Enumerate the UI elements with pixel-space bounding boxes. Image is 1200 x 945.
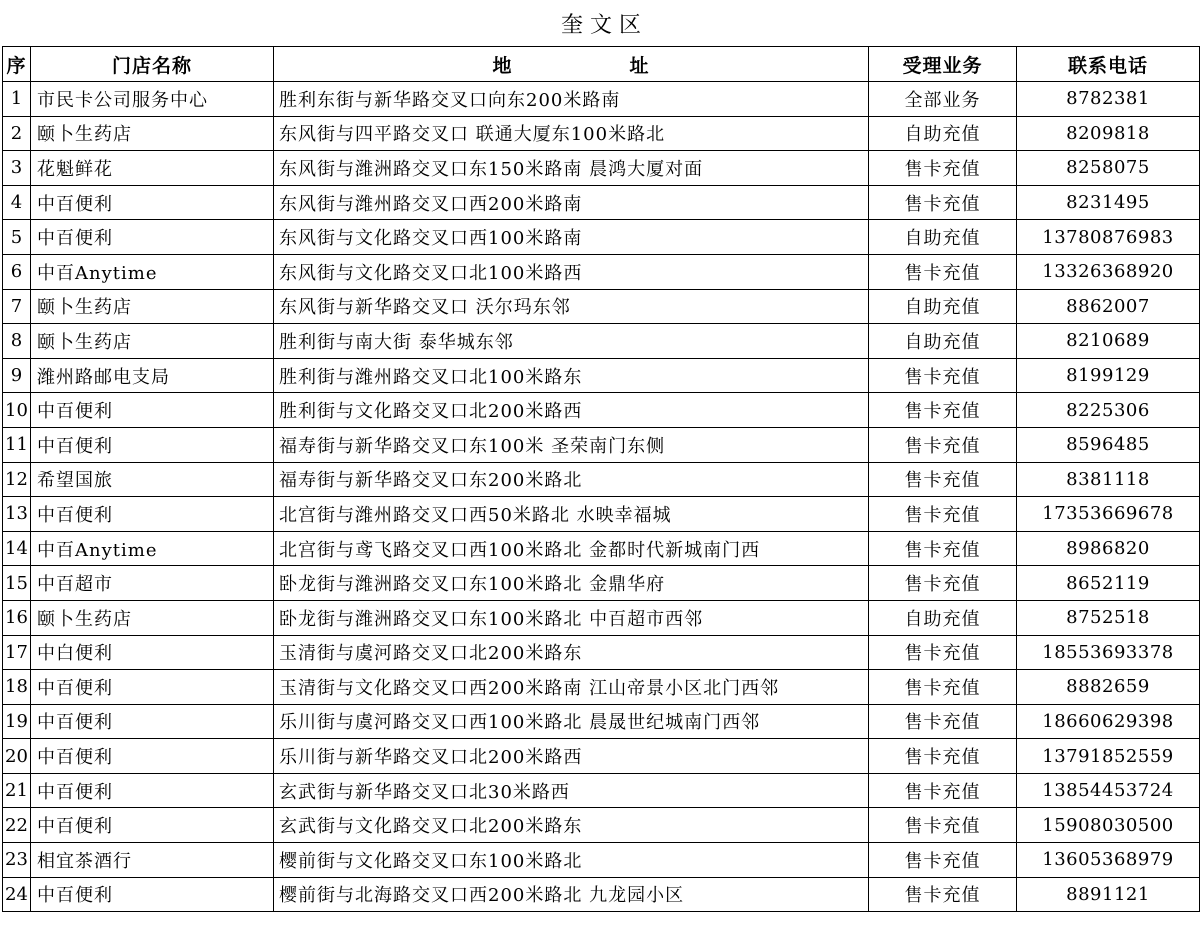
row-seq-cell: 6: [3, 254, 31, 289]
row-business-cell: 自助充值: [869, 324, 1017, 359]
row-address-cell: 北宫街与鸢飞路交叉口西100米路北 金都时代新城南门西: [274, 531, 869, 566]
row-address-cell: 东风街与新华路交叉口 沃尔玛东邻: [274, 289, 869, 324]
header-address-right: 址: [629, 54, 650, 77]
row-store-name-cell: 中百便利: [31, 497, 274, 532]
row-store-name-cell: 中百便利: [31, 808, 274, 843]
row-address-cell: 东风街与潍洲路交叉口东150米路南 晨鸿大厦对面: [274, 151, 869, 186]
row-business-cell: 自助充值: [869, 220, 1017, 255]
row-business-cell: 售卡充值: [869, 497, 1017, 532]
row-address-cell: 乐川街与新华路交叉口北200米路西: [274, 739, 869, 774]
row-store-name-cell: 潍州路邮电支局: [31, 358, 274, 393]
table-row: [3, 82, 1200, 117]
row-phone-cell: 8596485: [1017, 427, 1200, 462]
row-phone-cell: 8381118: [1017, 462, 1200, 497]
table-row: [3, 635, 1200, 670]
row-business-cell: 售卡充值: [869, 566, 1017, 601]
district-title-row: [0, 0, 1200, 46]
table-row: [3, 220, 1200, 255]
row-phone-cell: 17353669678: [1017, 497, 1200, 532]
row-business-cell: 售卡充值: [869, 393, 1017, 428]
table-row: [3, 393, 1200, 428]
header-row: [3, 47, 1200, 82]
row-store-name-cell: 颐卜生药店: [31, 116, 274, 151]
row-phone-cell: 8862007: [1017, 289, 1200, 324]
row-business-cell: 售卡充值: [869, 462, 1017, 497]
row-business-cell: 全部业务: [869, 82, 1017, 117]
row-phone-cell: 8652119: [1017, 566, 1200, 601]
row-business-cell: 售卡充值: [869, 808, 1017, 843]
row-address-cell: 福寿街与新华路交叉口东100米 圣荣南门东侧: [274, 427, 869, 462]
row-store-name-cell: 中百便利: [31, 877, 274, 912]
header-store-name: 门店名称: [31, 47, 274, 82]
row-store-name-cell: 花魁鲜花: [31, 151, 274, 186]
row-phone-cell: 8231495: [1017, 185, 1200, 220]
table-row: [3, 877, 1200, 912]
table-row: [3, 600, 1200, 635]
row-seq-cell: 24: [3, 877, 31, 912]
header-address-left: 地: [492, 54, 513, 77]
table-row: [3, 531, 1200, 566]
row-address-cell: 乐川街与虞河路交叉口西100米路北 晨晟世纪城南门西邻: [274, 704, 869, 739]
row-phone-cell: 13780876983: [1017, 220, 1200, 255]
row-business-cell: 自助充值: [869, 289, 1017, 324]
header-phone: 联系电话: [1017, 47, 1200, 82]
row-business-cell: 售卡充值: [869, 773, 1017, 808]
row-address-cell: 玄武街与新华路交叉口北30米路西: [274, 773, 869, 808]
row-address-cell: 樱前街与北海路交叉口西200米路北 九龙园小区: [274, 877, 869, 912]
row-address-cell: 北宫街与潍州路交叉口西50米路北 水映幸福城: [274, 497, 869, 532]
row-seq-cell: 16: [3, 600, 31, 635]
row-phone-cell: 8752518: [1017, 600, 1200, 635]
row-phone-cell: 13605368979: [1017, 843, 1200, 878]
row-seq-cell: 7: [3, 289, 31, 324]
row-business-cell: 售卡充值: [869, 151, 1017, 186]
row-seq-cell: 14: [3, 531, 31, 566]
table-row: [3, 254, 1200, 289]
row-seq-cell: 11: [3, 427, 31, 462]
row-seq-cell: 10: [3, 393, 31, 428]
row-address-cell: 玄武街与文化路交叉口北200米路东: [274, 808, 869, 843]
row-seq-cell: 21: [3, 773, 31, 808]
row-business-cell: 自助充值: [869, 600, 1017, 635]
row-address-cell: 卧龙街与潍洲路交叉口东100米路北 中百超市西邻: [274, 600, 869, 635]
row-seq-cell: 13: [3, 497, 31, 532]
row-business-cell: 售卡充值: [869, 635, 1017, 670]
row-seq-cell: 12: [3, 462, 31, 497]
row-phone-cell: 8258075: [1017, 151, 1200, 186]
row-address-cell: 胜利街与文化路交叉口北200米路西: [274, 393, 869, 428]
row-phone-cell: 8986820: [1017, 531, 1200, 566]
row-seq-cell: 4: [3, 185, 31, 220]
row-store-name-cell: 中百Anytime: [31, 531, 274, 566]
district-title: 奎 文 区: [561, 12, 641, 38]
row-address-cell: 胜利街与南大街 泰华城东邻: [274, 324, 869, 359]
row-seq-cell: 18: [3, 670, 31, 705]
row-address-cell: 福寿街与新华路交叉口东200米路北: [274, 462, 869, 497]
row-seq-cell: 1: [3, 82, 31, 117]
row-address-cell: 玉清街与文化路交叉口西200米路南 江山帝景小区北门西邻: [274, 670, 869, 705]
row-store-name-cell: 颐卜生药店: [31, 324, 274, 359]
row-phone-cell: 13791852559: [1017, 739, 1200, 774]
row-seq-cell: 9: [3, 358, 31, 393]
row-store-name-cell: 中百便利: [31, 393, 274, 428]
row-address-cell: 玉清街与虞河路交叉口北200米路东: [274, 635, 869, 670]
table-row: [3, 427, 1200, 462]
row-store-name-cell: 中百便利: [31, 704, 274, 739]
header-business: 受理业务: [869, 47, 1017, 82]
row-address-cell: 胜利东街与新华路交叉口向东200米路南: [274, 82, 869, 117]
table-row: [3, 289, 1200, 324]
row-address-cell: 东风街与文化路交叉口北100米路西: [274, 254, 869, 289]
row-phone-cell: 18553693378: [1017, 635, 1200, 670]
table-row: [3, 704, 1200, 739]
row-store-name-cell: 中百便利: [31, 739, 274, 774]
row-phone-cell: 8209818: [1017, 116, 1200, 151]
row-store-name-cell: 颐卜生药店: [31, 289, 274, 324]
row-store-name-cell: 市民卡公司服务中心: [31, 82, 274, 117]
row-seq-cell: 23: [3, 843, 31, 878]
table-row: [3, 497, 1200, 532]
row-business-cell: 售卡充值: [869, 254, 1017, 289]
row-store-name-cell: 中百便利: [31, 773, 274, 808]
row-seq-cell: 3: [3, 151, 31, 186]
row-phone-cell: 8210689: [1017, 324, 1200, 359]
table-row: [3, 808, 1200, 843]
table-row: [3, 566, 1200, 601]
row-address-cell: 东风街与潍州路交叉口西200米路南: [274, 185, 869, 220]
header-seq: 序: [3, 47, 31, 82]
row-business-cell: 售卡充值: [869, 427, 1017, 462]
row-store-name-cell: 希望国旅: [31, 462, 274, 497]
row-store-name-cell: 中百便利: [31, 670, 274, 705]
row-seq-cell: 5: [3, 220, 31, 255]
row-business-cell: 售卡充值: [869, 704, 1017, 739]
row-phone-cell: 15908030500: [1017, 808, 1200, 843]
row-address-cell: 胜利街与潍州路交叉口北100米路东: [274, 358, 869, 393]
store-table: [2, 46, 1200, 912]
row-address-cell: 樱前街与文化路交叉口东100米路北: [274, 843, 869, 878]
row-seq-cell: 17: [3, 635, 31, 670]
row-business-cell: 售卡充值: [869, 670, 1017, 705]
row-seq-cell: 2: [3, 116, 31, 151]
table-row: [3, 151, 1200, 186]
row-phone-cell: 8891121: [1017, 877, 1200, 912]
row-store-name-cell: 中百便利: [31, 185, 274, 220]
table-row: [3, 462, 1200, 497]
row-phone-cell: 8882659: [1017, 670, 1200, 705]
row-address-cell: 东风街与文化路交叉口西100米路南: [274, 220, 869, 255]
row-seq-cell: 15: [3, 566, 31, 601]
row-address-cell: 东风街与四平路交叉口 联通大厦东100米路北: [274, 116, 869, 151]
table-row: [3, 358, 1200, 393]
row-business-cell: 售卡充值: [869, 531, 1017, 566]
table-row: [3, 739, 1200, 774]
row-store-name-cell: 中百便利: [31, 427, 274, 462]
row-seq-cell: 8: [3, 324, 31, 359]
row-store-name-cell: 颐卜生药店: [31, 600, 274, 635]
row-store-name-cell: 中百Anytime: [31, 254, 274, 289]
table-row: [3, 116, 1200, 151]
row-phone-cell: 13854453724: [1017, 773, 1200, 808]
row-store-name-cell: 中百超市: [31, 566, 274, 601]
header-address: [274, 47, 869, 82]
row-business-cell: 售卡充值: [869, 739, 1017, 774]
table-row: [3, 670, 1200, 705]
row-address-cell: 卧龙街与潍洲路交叉口东100米路北 金鼎华府: [274, 566, 869, 601]
row-store-name-cell: 中百便利: [31, 220, 274, 255]
row-business-cell: 售卡充值: [869, 843, 1017, 878]
row-business-cell: 自助充值: [869, 116, 1017, 151]
row-seq-cell: 19: [3, 704, 31, 739]
row-seq-cell: 22: [3, 808, 31, 843]
row-seq-cell: 20: [3, 739, 31, 774]
row-business-cell: 售卡充值: [869, 877, 1017, 912]
row-phone-cell: 8199129: [1017, 358, 1200, 393]
row-business-cell: 售卡充值: [869, 185, 1017, 220]
table-row: [3, 324, 1200, 359]
row-business-cell: 售卡充值: [869, 358, 1017, 393]
row-store-name-cell: 相宜茶酒行: [31, 843, 274, 878]
table-row: [3, 773, 1200, 808]
row-phone-cell: 13326368920: [1017, 254, 1200, 289]
row-store-name-cell: 中白便利: [31, 635, 274, 670]
row-phone-cell: 8225306: [1017, 393, 1200, 428]
table-row: [3, 185, 1200, 220]
row-phone-cell: 8782381: [1017, 82, 1200, 117]
table-row: [3, 843, 1200, 878]
row-phone-cell: 18660629398: [1017, 704, 1200, 739]
